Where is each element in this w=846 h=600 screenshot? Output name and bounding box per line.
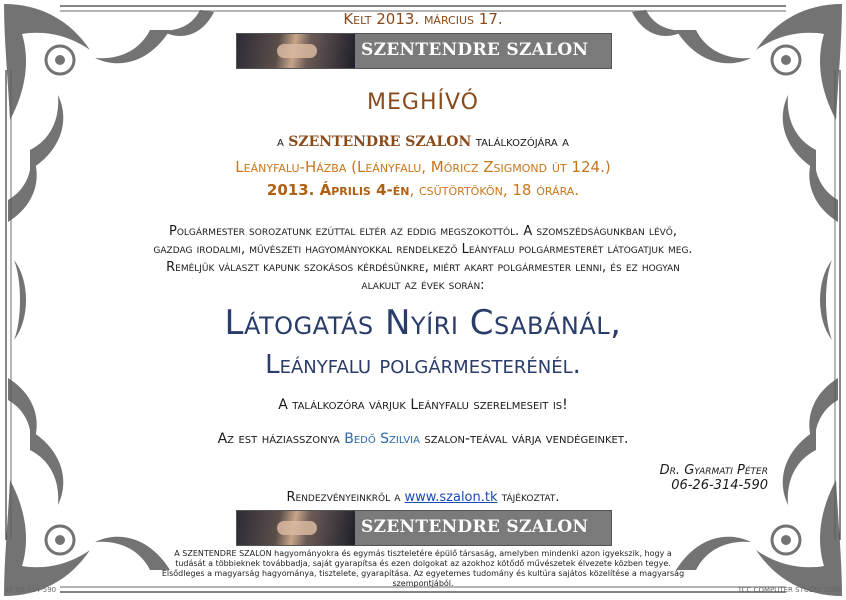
- footer-description: A SZENTENDRE SZALON hagyományokra és egymás tiszteletére épülő társaság, amelyben mindenki azon igyekszik, hogy a tudását a többieknek továbbadja, saját gyarapítsa és ezen dolgokat az azokhoz kötődő művészetek élvezete közben tegye. Elsődleges a magyarság hagyománya, tisztelete, gyarapítása. Az egyetemes tudomány és kultúra sajátos közelítése a magyarság szempontjából.: [161, 549, 685, 588]
- handshake-image: [237, 511, 355, 545]
- event-time: , csütörtökön, 18 órára.: [409, 181, 580, 199]
- invite-line: [0, 134, 846, 150]
- banner-text: SZENTENDRE SZALON: [361, 40, 589, 60]
- host-post: szalon-teával várja vendégeinket.: [419, 431, 629, 447]
- brand-banner-top: [236, 33, 612, 69]
- signature-phone: 06-26-314-590: [671, 478, 768, 493]
- welcome-line: A találkozóra várjuk Leányfalu szerelmeseit is!: [278, 397, 568, 413]
- banner-text: SZENTENDRE SZALON: [361, 517, 589, 537]
- intro-paragraph: [0, 223, 846, 295]
- events-pre: Rendezvényeinkről a: [286, 490, 405, 505]
- events-post: tájékoztat.: [497, 490, 560, 505]
- corner-credit: TCC COMPUTER STUDIO 2008: [737, 586, 842, 594]
- brand-banner-bottom: [236, 510, 612, 546]
- host-line: [0, 431, 846, 447]
- paragraph-line: alakult az évek során:: [361, 278, 485, 293]
- host-pre: Az est háziasszonya: [217, 431, 345, 447]
- issue-date: Kelt 2013. március 17.: [343, 10, 503, 28]
- invite-post: találkozójára a: [471, 134, 570, 150]
- events-line: [0, 490, 846, 505]
- invite-pre: a: [276, 134, 289, 150]
- venue-line: Leányfalu-Házba (Leányfalu, Móricz Zsigmond út 124.): [235, 158, 611, 176]
- headline-line-1: Látogatás Nyíri Csabánál,: [224, 303, 622, 343]
- headline-line-2: Leányfalu polgármesterénél.: [265, 350, 581, 380]
- invite-brand: SZENTENDRE SZALON: [288, 134, 472, 150]
- corner-phone: 06-26-314-590: [4, 586, 57, 594]
- paragraph-line: Reméljük választ kapunk szokásos kérdésünkre, miért akart polgármester lenni, és ez hogyan: [166, 260, 680, 275]
- host-name: Bedő Szilvia: [344, 431, 420, 447]
- signature-name: Dr. Gyarmati Péter: [659, 463, 768, 478]
- datetime-line: [0, 181, 846, 199]
- paragraph-line: gazdag irodalmi, művészeti hagyományokkal rendelkező Leányfalu polgármesterét látogatjuk meg.: [153, 242, 693, 257]
- page-title: MEGHÍVÓ: [367, 90, 479, 115]
- event-date: 2013. Április 4-én: [266, 181, 410, 199]
- handshake-image: [237, 34, 355, 68]
- website-link[interactable]: www.szalon.tk: [404, 490, 498, 505]
- paragraph-line: Polgármester sorozatunk ezúttal eltér az eddig megszokottól. A szomszédságunkban lévő,: [168, 224, 677, 239]
